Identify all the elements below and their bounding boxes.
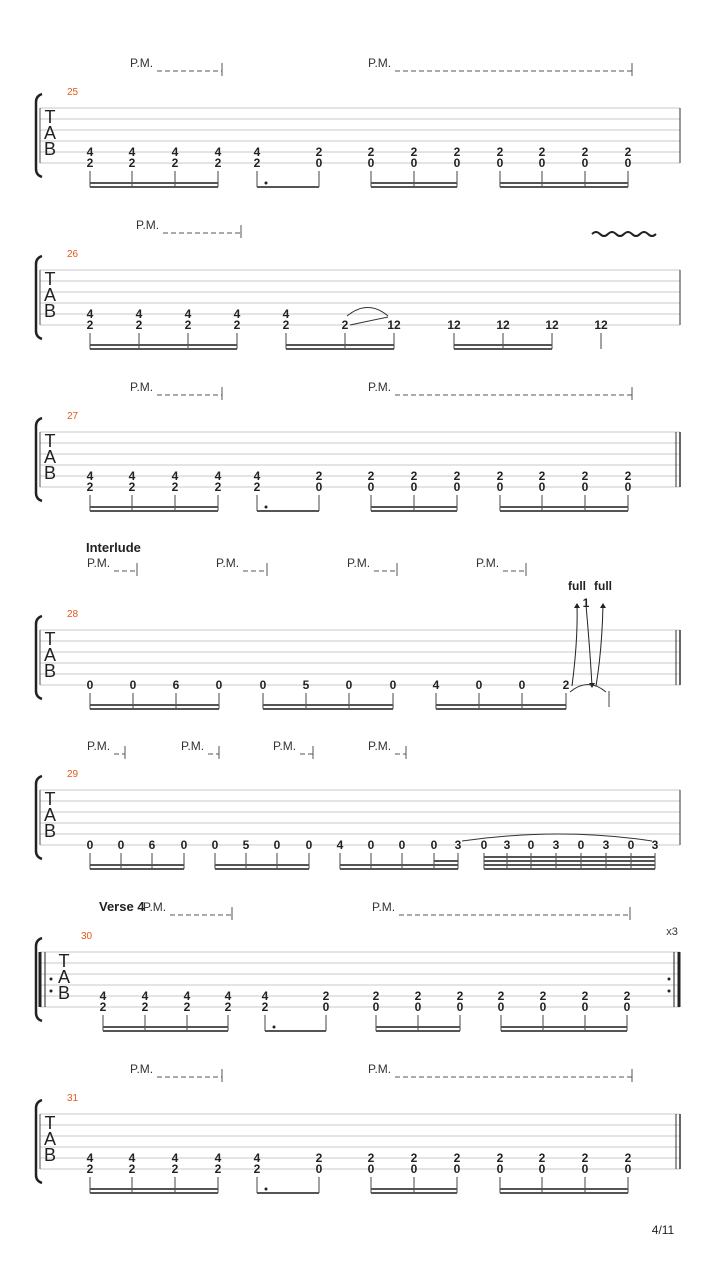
tab-letter-a: A: [43, 447, 57, 467]
fret-number: 4: [86, 145, 94, 159]
fret-number: 0: [410, 1162, 418, 1176]
fret-number: 0: [496, 480, 504, 494]
tab-letter-t: T: [44, 1113, 56, 1133]
fret-number: 2: [261, 1000, 269, 1014]
palm-mute-label: P.M.: [368, 739, 392, 753]
fret-number: 4: [135, 307, 143, 321]
fret-number: 2: [538, 145, 546, 159]
tab-letter-b: B: [43, 139, 57, 159]
fret-number: 2: [135, 318, 143, 332]
fret-number: 4: [282, 307, 290, 321]
tab-system-29: [36, 739, 680, 869]
fret-number: 4: [224, 989, 232, 1003]
system-bracket: [36, 1100, 42, 1183]
palm-mute-label: P.M.: [130, 1062, 154, 1076]
fret-number: 0: [367, 838, 375, 852]
fret-number: 4: [128, 145, 136, 159]
fret-number: 2: [128, 156, 136, 170]
fret-number: 3: [651, 838, 659, 852]
fret-number: 0: [410, 156, 418, 170]
measure-number: 30: [81, 931, 93, 942]
fret-number: 0: [581, 1162, 589, 1176]
fret-number: 0: [180, 838, 188, 852]
fret-number: 2: [99, 1000, 107, 1014]
fret-number: 4: [141, 989, 149, 1003]
fret-number: 2: [453, 145, 461, 159]
fret-number: 0: [345, 678, 353, 692]
repeat-dot: [668, 990, 671, 993]
fret-number: 4: [184, 307, 192, 321]
fret-number: 4: [86, 469, 94, 483]
fret-number: 0: [410, 480, 418, 494]
fret-number: 2: [367, 1151, 375, 1165]
fret-number: 0: [129, 678, 137, 692]
fret-number: 0: [624, 480, 632, 494]
fret-number: 2: [86, 480, 94, 494]
fret-number: 2: [367, 469, 375, 483]
arrow-head-icon: [574, 603, 580, 608]
fret-number: 0: [496, 156, 504, 170]
repeat-count: x3: [666, 926, 678, 938]
fret-number: 0: [315, 156, 323, 170]
fret-number: 0: [624, 156, 632, 170]
fret-number: 3: [503, 838, 511, 852]
fret-number: 0: [538, 156, 546, 170]
fret-number: 2: [141, 1000, 149, 1014]
fret-number: 2: [128, 480, 136, 494]
page-number: 4/11: [651, 1223, 675, 1237]
fret-number: 2: [562, 678, 570, 692]
fret-number: 0: [538, 1162, 546, 1176]
fret-number: 2: [253, 1162, 261, 1176]
tab-letter-a: A: [43, 645, 57, 665]
fret-number: 2: [171, 480, 179, 494]
palm-mute-label: P.M.: [87, 556, 111, 570]
fret-number: 0: [538, 480, 546, 494]
fret-number: 2: [497, 989, 505, 1003]
fret-number: 2: [496, 145, 504, 159]
fret-number: 3: [454, 838, 462, 852]
fret-number: 2: [372, 989, 380, 1003]
fret-number: 2: [581, 1151, 589, 1165]
system-bracket: [36, 418, 42, 501]
tab-system-26: [36, 218, 680, 349]
fret-number: 2: [341, 318, 349, 332]
fret-number: 0: [414, 1000, 422, 1014]
fret-number: 2: [128, 1162, 136, 1176]
fret-number: 2: [539, 989, 547, 1003]
fret-number: 4: [253, 469, 261, 483]
fret-number: 0: [475, 678, 483, 692]
fret-number: 0: [453, 156, 461, 170]
fret-number: 2: [410, 145, 418, 159]
tab-letter-a: A: [43, 285, 57, 305]
fret-number: 0: [389, 678, 397, 692]
tab-letter-t: T: [44, 789, 56, 809]
measure-number: 26: [67, 249, 79, 260]
fret-number: 5: [302, 678, 310, 692]
palm-mute-label: P.M.: [181, 739, 205, 753]
fret-number: 0: [315, 1162, 323, 1176]
fret-number: 2: [624, 469, 632, 483]
fret-number: 0: [372, 1000, 380, 1014]
fret-number: 2: [315, 1151, 323, 1165]
fret-number: 12: [496, 318, 510, 332]
tab-letter-t: T: [58, 951, 70, 971]
fret-number: 3: [602, 838, 610, 852]
fret-number: 6: [148, 838, 156, 852]
fret-number: 0: [581, 156, 589, 170]
bend-value: 1: [582, 596, 590, 610]
fret-number: 0: [86, 678, 94, 692]
fret-number: 5: [242, 838, 250, 852]
fret-number: 2: [214, 1162, 222, 1176]
tab-letter-b: B: [43, 301, 57, 321]
fret-number: 2: [453, 469, 461, 483]
bend-label: full: [594, 579, 612, 593]
fret-number: 12: [447, 318, 461, 332]
fret-number: 2: [214, 480, 222, 494]
tab-letter-a: A: [43, 123, 57, 143]
fret-number: 4: [233, 307, 241, 321]
fret-number: 2: [624, 145, 632, 159]
fret-number: 2: [538, 1151, 546, 1165]
fret-number: 0: [322, 1000, 330, 1014]
fret-number: 0: [315, 480, 323, 494]
fret-number: 2: [624, 1151, 632, 1165]
fret-number: 0: [577, 838, 585, 852]
fret-number: 4: [214, 469, 222, 483]
vibrato-icon: [592, 232, 656, 236]
fret-number: 6: [172, 678, 180, 692]
fret-number: 0: [398, 838, 406, 852]
fret-number: 0: [305, 838, 313, 852]
tie-arc: [570, 685, 606, 693]
fret-number: 2: [496, 469, 504, 483]
tab-letter-b: B: [57, 983, 71, 1003]
fret-number: 0: [496, 1162, 504, 1176]
fret-number: 2: [183, 1000, 191, 1014]
measure-number: 27: [67, 411, 79, 422]
fret-number: 0: [211, 838, 219, 852]
fret-number: 2: [367, 145, 375, 159]
fret-number: 0: [453, 1162, 461, 1176]
palm-mute-label: P.M.: [372, 900, 396, 914]
dot: [265, 182, 268, 185]
fret-number: 3: [552, 838, 560, 852]
fret-number: 2: [214, 156, 222, 170]
fret-number: 2: [322, 989, 330, 1003]
fret-number: 4: [432, 678, 440, 692]
fret-number: 12: [387, 318, 401, 332]
bend-label: full: [568, 579, 586, 593]
dot: [273, 1026, 276, 1029]
fret-number: 2: [315, 145, 323, 159]
tab-letter-t: T: [44, 269, 56, 289]
fret-number: 4: [99, 989, 107, 1003]
fret-number: 0: [527, 838, 535, 852]
fret-number: 2: [253, 480, 261, 494]
fret-number: 4: [214, 1151, 222, 1165]
palm-mute-label: P.M.: [347, 556, 371, 570]
fret-number: 12: [545, 318, 559, 332]
tab-system-31: [36, 1062, 680, 1193]
palm-mute-label: P.M.: [143, 900, 167, 914]
palm-mute-label: P.M.: [368, 380, 392, 394]
fret-number: 2: [86, 156, 94, 170]
section-label: Interlude: [86, 540, 141, 555]
tab-system-28: [36, 540, 680, 709]
fret-number: 4: [253, 1151, 261, 1165]
fret-number: 0: [215, 678, 223, 692]
dot: [265, 506, 268, 509]
fret-number: 4: [183, 989, 191, 1003]
system-bracket: [36, 256, 42, 339]
fret-number: 0: [367, 1162, 375, 1176]
fret-number: 12: [594, 318, 608, 332]
fret-number: 2: [410, 469, 418, 483]
fret-number: 0: [539, 1000, 547, 1014]
fret-number: 4: [128, 469, 136, 483]
palm-mute-label: P.M.: [130, 56, 154, 70]
fret-number: 4: [261, 989, 269, 1003]
fret-number: 2: [86, 1162, 94, 1176]
palm-mute-label: P.M.: [368, 1062, 392, 1076]
fret-number: 0: [623, 1000, 631, 1014]
fret-number: 2: [581, 989, 589, 1003]
fret-number: 2: [171, 156, 179, 170]
slide-line: [350, 317, 388, 325]
fret-number: 0: [273, 838, 281, 852]
tab-system-27: [36, 380, 680, 511]
tab-letter-b: B: [43, 821, 57, 841]
tab-letter-a: A: [57, 967, 71, 987]
measure-number: 29: [67, 769, 79, 780]
arrow-head-icon: [600, 603, 606, 608]
fret-number: 0: [581, 1000, 589, 1014]
fret-number: 0: [581, 480, 589, 494]
repeat-dot: [50, 978, 53, 981]
fret-number: 2: [171, 1162, 179, 1176]
fret-number: 0: [259, 678, 267, 692]
fret-number: 0: [456, 1000, 464, 1014]
fret-number: 4: [336, 838, 344, 852]
fret-number: 0: [518, 678, 526, 692]
measure-number: 25: [67, 87, 79, 98]
fret-number: 0: [624, 1162, 632, 1176]
fret-number: 0: [86, 838, 94, 852]
fret-number: 2: [538, 469, 546, 483]
tab-letter-b: B: [43, 1145, 57, 1165]
tab-letter-a: A: [43, 805, 57, 825]
fret-number: 0: [367, 480, 375, 494]
tab-letter-b: B: [43, 661, 57, 681]
system-bracket: [36, 776, 42, 859]
palm-mute-label: P.M.: [476, 556, 500, 570]
fret-number: 4: [171, 469, 179, 483]
fret-number: 2: [224, 1000, 232, 1014]
fret-number: 2: [623, 989, 631, 1003]
palm-mute-label: P.M.: [368, 56, 392, 70]
fret-number: 0: [480, 838, 488, 852]
palm-mute-label: P.M.: [273, 739, 297, 753]
fret-number: 0: [430, 838, 438, 852]
fret-number: 4: [214, 145, 222, 159]
tab-system-25: [36, 56, 680, 187]
fret-number: 4: [171, 145, 179, 159]
tab-letter-t: T: [44, 431, 56, 451]
fret-number: 4: [86, 307, 94, 321]
dot: [265, 1188, 268, 1191]
fret-number: 4: [86, 1151, 94, 1165]
palm-mute-label: P.M.: [130, 380, 154, 394]
fret-number: 2: [233, 318, 241, 332]
fret-number: 2: [414, 989, 422, 1003]
tab-letter-a: A: [43, 1129, 57, 1149]
fret-number: 0: [497, 1000, 505, 1014]
section-label: Verse 4: [99, 899, 145, 914]
system-bracket: [36, 94, 42, 177]
palm-mute-label: P.M.: [136, 218, 160, 232]
hammer-arc: [347, 308, 388, 317]
palm-mute-label: P.M.: [216, 556, 240, 570]
fret-number: 2: [581, 145, 589, 159]
fret-number: 4: [171, 1151, 179, 1165]
fret-number: 2: [315, 469, 323, 483]
palm-mute-label: P.M.: [87, 739, 111, 753]
fret-number: 2: [86, 318, 94, 332]
fret-number: 4: [253, 145, 261, 159]
tab-letter-t: T: [44, 629, 56, 649]
tab-letter-t: T: [44, 107, 56, 127]
fret-number: 0: [117, 838, 125, 852]
fret-number: 2: [184, 318, 192, 332]
fret-number: 2: [581, 469, 589, 483]
fret-number: 2: [453, 1151, 461, 1165]
fret-number: 2: [456, 989, 464, 1003]
measure-number: 28: [67, 609, 79, 620]
fret-number: 0: [453, 480, 461, 494]
repeat-dot: [50, 990, 53, 993]
measure-number: 31: [67, 1093, 79, 1104]
fret-number: 2: [410, 1151, 418, 1165]
fret-number: 0: [627, 838, 635, 852]
fret-number: 2: [253, 156, 261, 170]
fret-number: 4: [128, 1151, 136, 1165]
system-bracket: [36, 616, 42, 699]
tab-system-30: [36, 899, 680, 1031]
repeat-dot: [668, 978, 671, 981]
tab-letter-b: B: [43, 463, 57, 483]
fret-number: 2: [282, 318, 290, 332]
fret-number: 0: [367, 156, 375, 170]
fret-number: 2: [496, 1151, 504, 1165]
